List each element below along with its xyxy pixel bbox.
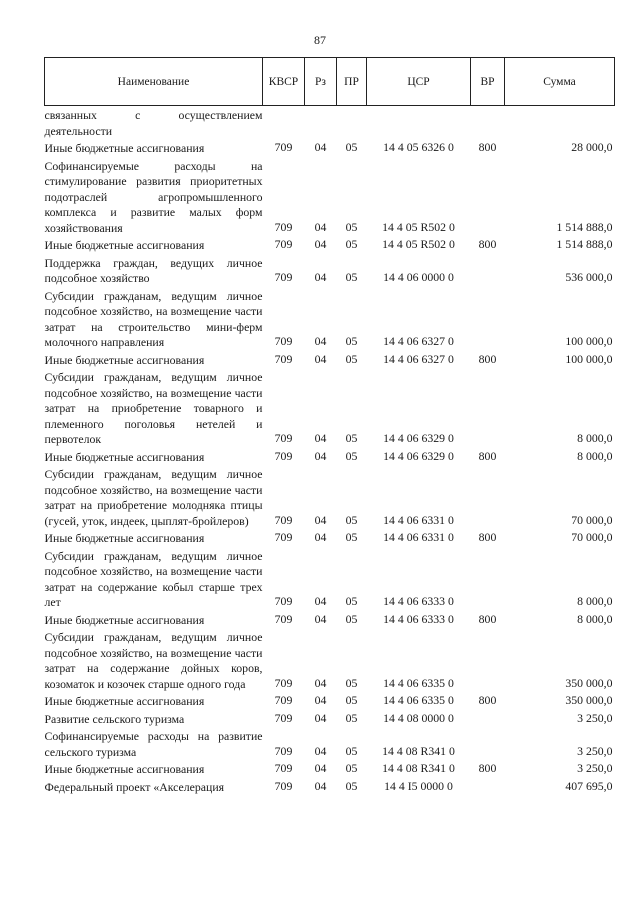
- cell-name: [45, 760, 263, 778]
- cell-name: [45, 611, 263, 629]
- header-vr: ВР: [471, 58, 505, 106]
- cell-kvsr: [263, 106, 305, 140]
- cell-name: [45, 106, 263, 140]
- cell-kvsr: 709: [274, 530, 293, 544]
- cell-pr: 05: [345, 334, 358, 348]
- cell-csr: 14 4 06 6331 0: [383, 530, 454, 544]
- cell-sum: 8 000,0: [577, 431, 613, 445]
- header-sum: Сумма: [505, 58, 615, 106]
- cell-vr: 800: [478, 237, 497, 251]
- cell-pr: 05: [345, 743, 358, 758]
- cell-kvsr: 709: [274, 351, 293, 366]
- table-row: [45, 778, 615, 796]
- cell-csr: 14 4 06 6329 0: [383, 448, 454, 463]
- cell-kvsr: 709: [274, 693, 293, 707]
- cell-rz: 04: [314, 448, 327, 463]
- cell-name: [45, 628, 263, 692]
- cell-csr: 14 4 06 6329 0: [383, 431, 454, 445]
- cell-sum: 8 000,0: [577, 448, 613, 463]
- cell-sum: [505, 106, 615, 140]
- cell-csr: 14 4 05 R502 0: [382, 237, 455, 251]
- table-header-row: [45, 58, 615, 106]
- cell-kvsr: 709: [274, 512, 293, 527]
- table-row: [45, 529, 615, 547]
- cell-pr: 05: [345, 237, 358, 251]
- cell-rz: 04: [314, 431, 327, 445]
- table-row: [45, 465, 615, 529]
- cell-kvsr: 709: [274, 611, 293, 626]
- cell-vr: [471, 254, 505, 287]
- cell-vr: [471, 710, 505, 728]
- cell-name: [45, 254, 263, 287]
- header-pr: ПР: [337, 58, 367, 106]
- table-row: [45, 106, 615, 140]
- cell-name: [45, 727, 263, 760]
- cell-name: [45, 287, 263, 351]
- table-row: [45, 157, 615, 237]
- cell-rz: 04: [314, 140, 327, 154]
- row-name-text: Иные бюджетные ассигнования: [44, 762, 205, 776]
- table-row: [45, 760, 615, 778]
- cell-vr: 800: [478, 140, 497, 154]
- cell-rz: 04: [314, 270, 327, 284]
- cell-vr: [471, 628, 505, 692]
- cell-csr: 14 4 08 0000 0: [383, 710, 454, 725]
- cell-csr: 14 4 08 R341 0: [382, 761, 455, 775]
- cell-name: [45, 692, 263, 710]
- cell-sum: 3 250,0: [577, 761, 613, 775]
- cell-sum: 28 000,0: [571, 140, 613, 154]
- cell-rz: 04: [314, 530, 327, 544]
- cell-csr: 14 4 06 0000 0: [383, 270, 454, 284]
- cell-sum: 3 250,0: [577, 743, 613, 758]
- cell-vr: [471, 106, 505, 140]
- cell-sum: 350 000,0: [565, 693, 613, 707]
- table-body: [45, 106, 615, 796]
- cell-name: [45, 157, 263, 237]
- cell-name: [45, 710, 263, 728]
- row-name-text: Иные бюджетные ассигнования: [44, 449, 205, 464]
- cell-sum: 100 000,0: [565, 334, 613, 348]
- cell-pr: 05: [345, 219, 358, 234]
- cell-kvsr: 709: [274, 743, 293, 758]
- cell-pr: 05: [345, 710, 358, 725]
- cell-pr: 05: [345, 270, 358, 284]
- cell-vr: [471, 287, 505, 351]
- cell-csr: 14 4 06 6333 0: [383, 594, 454, 608]
- table-row: [45, 368, 615, 448]
- table-row: [45, 254, 615, 287]
- cell-name: [45, 351, 263, 369]
- cell-sum: 536 000,0: [565, 270, 613, 284]
- cell-vr: 800: [478, 611, 497, 626]
- row-name-text: связанных с осуществлением деятельности: [44, 108, 263, 138]
- cell-pr: 05: [345, 778, 358, 793]
- row-name-text: Иные бюджетные ассигнования: [44, 612, 205, 627]
- cell-rz: 04: [314, 778, 327, 793]
- cell-vr: 800: [478, 761, 497, 775]
- cell-pr: 05: [345, 351, 358, 366]
- cell-pr: 05: [345, 611, 358, 626]
- cell-pr: 05: [345, 448, 358, 463]
- cell-csr: 14 4 I5 0000 0: [384, 778, 453, 793]
- cell-vr: [471, 157, 505, 237]
- cell-kvsr: 709: [274, 761, 293, 775]
- cell-csr: 14 4 06 6327 0: [383, 351, 454, 366]
- cell-sum: 70 000,0: [571, 512, 613, 527]
- cell-csr: 14 4 08 R341 0: [382, 743, 455, 758]
- cell-kvsr: 709: [274, 334, 293, 348]
- cell-vr: 800: [478, 448, 497, 463]
- cell-rz: 04: [314, 611, 327, 626]
- cell-rz: 04: [314, 334, 327, 348]
- table-row: [45, 710, 615, 728]
- header-name: Наименование: [45, 58, 263, 106]
- row-name-text: Иные бюджетные ассигнования: [44, 141, 205, 155]
- row-name-text: Субсидии гражданам, ведущим личное подсобное хозяйство, на возмещение части затрат на содержание кобыл старше трех лет: [44, 548, 263, 609]
- cell-kvsr: 709: [274, 675, 293, 690]
- cell-sum: 1 514 888,0: [556, 219, 613, 234]
- row-name-text: Субсидии гражданам, ведущим личное подсобное хозяйство, на возмещение части затрат на содержание дойных коров, козоматок и козочек старше одного года: [44, 630, 263, 691]
- cell-name: [45, 778, 263, 796]
- cell-csr: 14 4 06 6333 0: [383, 611, 454, 626]
- cell-vr: 800: [478, 530, 497, 544]
- cell-kvsr: 709: [274, 431, 293, 445]
- cell-rz: 04: [314, 351, 327, 366]
- cell-csr: 14 4 06 6327 0: [383, 334, 454, 348]
- cell-pr: 05: [345, 693, 358, 707]
- cell-kvsr: 709: [274, 219, 293, 234]
- cell-pr: 05: [345, 140, 358, 154]
- cell-name: [45, 547, 263, 611]
- cell-pr: 05: [345, 675, 358, 690]
- cell-name: [45, 448, 263, 466]
- cell-pr: 05: [345, 594, 358, 608]
- cell-sum: 350 000,0: [565, 675, 613, 690]
- cell-name: [45, 529, 263, 547]
- table-row: [45, 547, 615, 611]
- header-csr: ЦСР: [367, 58, 471, 106]
- cell-vr: [471, 368, 505, 448]
- cell-name: [45, 368, 263, 448]
- row-name-text: Федеральный проект «Акселерация: [44, 779, 225, 794]
- cell-sum: 8 000,0: [577, 594, 613, 608]
- cell-kvsr: 709: [274, 778, 293, 793]
- cell-vr: 800: [478, 693, 497, 707]
- table-row: [45, 448, 615, 466]
- cell-vr: 800: [478, 351, 497, 366]
- row-name-text: Поддержка граждан, ведущих личное подсобное хозяйство: [44, 255, 263, 285]
- cell-pr: 05: [345, 530, 358, 544]
- cell-rz: 04: [314, 512, 327, 527]
- row-name-text: Иные бюджетные ассигнования: [44, 531, 205, 545]
- table-row: [45, 236, 615, 254]
- cell-pr: [337, 106, 367, 140]
- header-rz: Рз: [305, 58, 337, 106]
- row-name-text: Софинансируемые расходы на стимулирование развития приоритетных подотраслей агропромышленного комплекса и развитие малых форм хозяйствования: [44, 158, 263, 235]
- cell-rz: 04: [314, 743, 327, 758]
- cell-vr: [471, 465, 505, 529]
- cell-sum: 8 000,0: [577, 611, 613, 626]
- cell-rz: 04: [314, 761, 327, 775]
- cell-kvsr: 709: [274, 594, 293, 608]
- table-row: [45, 727, 615, 760]
- cell-csr: [367, 106, 471, 140]
- cell-kvsr: 709: [274, 448, 293, 463]
- cell-csr: 14 4 06 6335 0: [383, 693, 454, 707]
- cell-rz: 04: [314, 675, 327, 690]
- table-row: [45, 351, 615, 369]
- cell-rz: 04: [314, 693, 327, 707]
- cell-rz: 04: [314, 710, 327, 725]
- row-name-text: Иные бюджетные ассигнования: [44, 352, 205, 367]
- cell-name: [45, 139, 263, 157]
- row-name-text: Субсидии гражданам, ведущим личное подсобное хозяйство, на возмещение части затрат на приобретение молодняка птицы (гусей, уток, индеек, цыплят-бройлеров): [44, 467, 263, 528]
- cell-rz: 04: [314, 237, 327, 251]
- budget-table: [44, 57, 615, 795]
- cell-sum: 407 695,0: [565, 778, 613, 793]
- cell-sum: 3 250,0: [577, 710, 613, 725]
- cell-sum: 1 514 888,0: [556, 237, 613, 251]
- table-row: [45, 287, 615, 351]
- row-name-text: Субсидии гражданам, ведущим личное подсобное хозяйство, на возмещение части затрат на приобретение товарного и племенного поголовья нетелей и первотелок: [44, 370, 263, 446]
- table-row: [45, 628, 615, 692]
- cell-pr: 05: [345, 512, 358, 527]
- cell-sum: 100 000,0: [565, 351, 613, 366]
- cell-kvsr: 709: [274, 237, 293, 251]
- row-name-text: Софинансируемые расходы на развитие сельского туризма: [44, 729, 263, 759]
- cell-rz: [305, 106, 337, 140]
- row-name-text: Иные бюджетные ассигнования: [44, 694, 205, 708]
- cell-kvsr: 709: [274, 710, 293, 725]
- cell-csr: 14 4 05 R502 0: [382, 219, 455, 234]
- cell-rz: 04: [314, 219, 327, 234]
- cell-csr: 14 4 06 6335 0: [383, 675, 454, 690]
- cell-rz: 04: [314, 594, 327, 608]
- table-row: [45, 692, 615, 710]
- cell-csr: 14 4 05 6326 0: [383, 140, 454, 154]
- table-row: [45, 139, 615, 157]
- header-kvsr: КВСР: [263, 58, 305, 106]
- row-name-text: Иные бюджетные ассигнования: [44, 238, 205, 252]
- cell-kvsr: 709: [274, 270, 293, 284]
- row-name-text: Развитие сельского туризма: [44, 711, 185, 726]
- cell-vr: [471, 727, 505, 760]
- cell-pr: 05: [345, 431, 358, 445]
- cell-name: [45, 236, 263, 254]
- cell-kvsr: 709: [274, 140, 293, 154]
- cell-name: [45, 465, 263, 529]
- row-name-text: Субсидии гражданам, ведущим личное подсобное хозяйство, на возмещение части затрат на строительство мини-ферм молочного направления: [44, 288, 263, 349]
- page-number: 87: [314, 33, 326, 47]
- cell-csr: 14 4 06 6331 0: [383, 512, 454, 527]
- table-row: [45, 611, 615, 629]
- cell-pr: 05: [345, 761, 358, 775]
- cell-vr: [471, 547, 505, 611]
- cell-sum: 70 000,0: [571, 530, 613, 544]
- cell-vr: [471, 778, 505, 796]
